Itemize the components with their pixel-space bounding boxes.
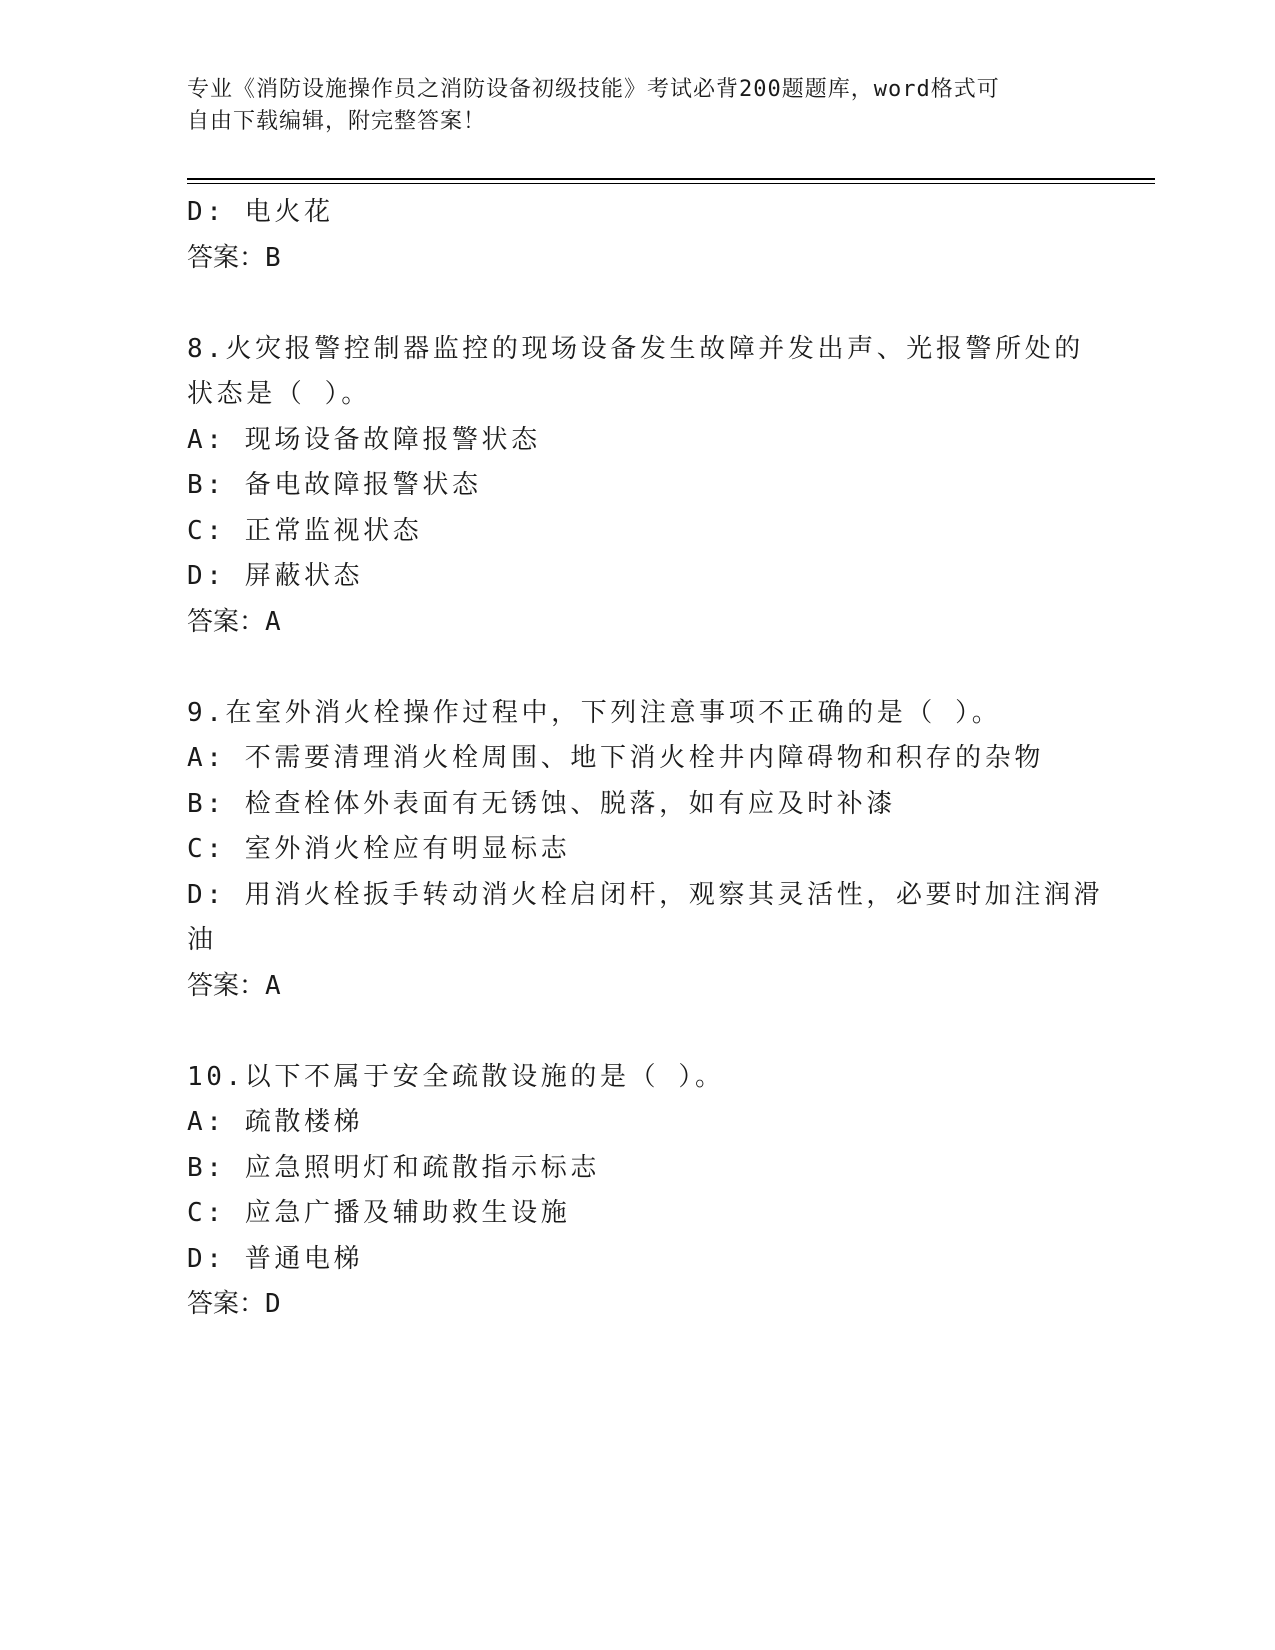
option-a: A: 现场设备故障报警状态 <box>187 424 541 455</box>
option-c: C: 室外消火栓应有明显标志 <box>187 834 571 864</box>
page-header <box>187 74 1087 138</box>
question-text: 状态是（ ）。 <box>187 379 371 409</box>
option-b: B: 备电故障报警状态 <box>187 470 482 500</box>
question-text: 8.火灾报警控制器监控的现场设备发生故障并发出声、光报警所处的 <box>187 333 1084 364</box>
header-line: 专业《消防设施操作员之消防设备初级技能》考试必背200题题库，word格式可 <box>187 77 1000 102</box>
answer: 答案：A <box>187 606 281 637</box>
option-d: 油 <box>187 925 217 955</box>
question-text: 9.在室外消火栓操作过程中，下列注意事项不正确的是（ ）。 <box>187 697 1002 728</box>
option-c: C: 应急广播及辅助救生设施 <box>187 1198 571 1228</box>
question-text: 10.以下不属于安全疏散设施的是（ ）。 <box>187 1061 725 1092</box>
question-block <box>187 1055 1087 1328</box>
answer: 答案：A <box>187 970 281 1001</box>
answer: 答案：B <box>187 242 281 273</box>
option-d: D: 电火花 <box>187 197 334 227</box>
question-block <box>187 190 1087 281</box>
option-d: D: 用消火栓扳手转动消火栓启闭杆，观察其灵活性，必要时加注润滑 <box>187 879 1104 910</box>
question-block <box>187 327 1087 646</box>
question-block <box>187 691 1104 1010</box>
option-d: D: 普通电梯 <box>187 1243 364 1274</box>
option-b: B: 应急照明灯和疏散指示标志 <box>187 1152 600 1183</box>
option-d: D: 屏蔽状态 <box>187 561 364 591</box>
answer: 答案：D <box>187 1289 281 1319</box>
header-line: 自由下载编辑，附完整答案！ <box>187 109 487 134</box>
header-divider <box>187 183 1155 184</box>
option-a: A: 疏散楼梯 <box>187 1107 364 1137</box>
option-a: A: 不需要清理消火栓周围、地下消火栓井内障碍物和积存的杂物 <box>187 743 1044 773</box>
option-b: B: 检查栓体外表面有无锈蚀、脱落，如有应及时补漆 <box>187 788 896 819</box>
header-divider <box>187 178 1155 180</box>
option-c: C: 正常监视状态 <box>187 515 423 546</box>
question-list <box>187 190 1104 1328</box>
